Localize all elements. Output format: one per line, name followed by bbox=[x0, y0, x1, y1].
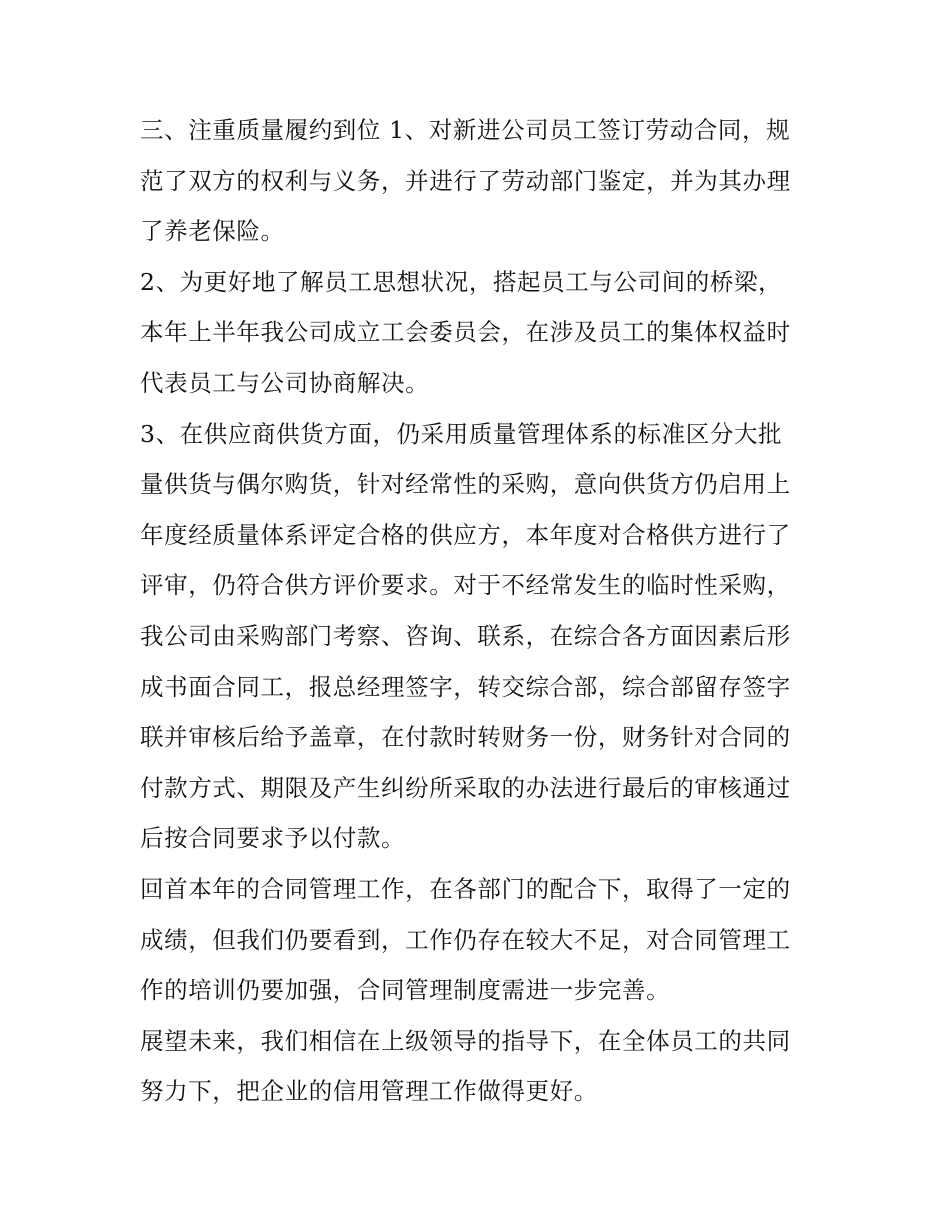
paragraph-outlook bbox=[140, 1016, 812, 1117]
text-line: 回首本年的合同管理工作，在各部门的配合下，取得了一定的 bbox=[140, 874, 791, 903]
text-line: 联并审核后给予盖章，在付款时转财务一份，财务针对合同的 bbox=[140, 723, 791, 752]
text-line: 后按合同要求予以付款。 bbox=[140, 824, 406, 853]
text-line: 成书面合同工，报总经理签字，转交综合部，综合部留存签字 bbox=[140, 672, 791, 701]
text-line: 3、在供应商供货方面，仍采用质量管理体系的标准区分大批 bbox=[140, 419, 783, 448]
text-line: 了养老保险。 bbox=[140, 217, 285, 246]
text-line: 成绩，但我们仍要看到，工作仍存在较大不足，对合同管理工 bbox=[140, 925, 791, 954]
document-page bbox=[140, 105, 812, 1117]
text-line: 我公司由采购部门考察、咨询、联系，在综合各方面因素后形 bbox=[140, 621, 791, 650]
text-line: 量供货与偶尔购货，针对经常性的采购，意向供货方仍启用上 bbox=[140, 470, 791, 499]
text-line: 2、为更好地了解员工思想状况，搭起员工与公司间的桥梁， bbox=[140, 267, 783, 296]
text-line: 努力下，把企业的信用管理工作做得更好。 bbox=[140, 1077, 598, 1106]
paragraph-annual-review bbox=[140, 864, 812, 1016]
text-line: 作的培训仍要加强，合同管理制度需进一步完善。 bbox=[140, 976, 671, 1005]
text-line: 评审，仍符合供方评价要求。对于不经常发生的临时性采购， bbox=[140, 571, 791, 600]
text-line: 付款方式、期限及产生纠纷所采取的办法进行最后的审核通过 bbox=[140, 773, 791, 802]
text-line: 代表员工与公司协商解决。 bbox=[140, 368, 430, 397]
paragraph-supplier-procurement bbox=[140, 409, 812, 864]
text-line: 展望未来，我们相信在上级领导的指导下，在全体员工的共同 bbox=[140, 1026, 791, 1055]
text-line: 三、注重质量履约到位 1、对新进公司员工签订劳动合同，规 bbox=[140, 116, 791, 144]
paragraph-labor-union bbox=[140, 257, 812, 409]
text-line: 年度经质量体系评定合格的供应方，本年度对合格供方进行了 bbox=[140, 520, 791, 549]
text-line: 本年上半年我公司成立工会委员会，在涉及员工的集体权益时 bbox=[140, 318, 791, 347]
paragraph-quality-contract-performance bbox=[140, 105, 812, 257]
text-line: 范了双方的权利与义务，并进行了劳动部门鉴定，并为其办理 bbox=[140, 166, 791, 195]
